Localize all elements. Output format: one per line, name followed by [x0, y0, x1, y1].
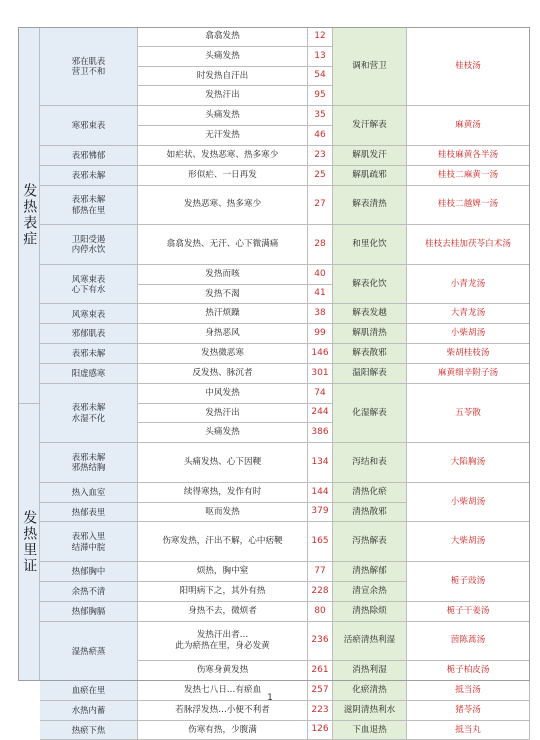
symptom-cell: 发热不渴	[138, 285, 308, 305]
symptom-cell: 反发热、脉沉者	[138, 364, 308, 384]
formula-cell: 大陷胸汤	[407, 443, 530, 483]
clause-number: 13	[308, 47, 333, 67]
symptom-cell: 身热不去，微烦者	[138, 602, 308, 622]
clause-number: 74	[308, 384, 333, 404]
symptom-cell: 形似疟、一日再发	[138, 166, 308, 186]
symptom-cell: 热汗烦躁	[138, 304, 308, 324]
symptom-cell: 伤寒有热，少腹满	[138, 721, 308, 740]
mechanism-cell: 表邪未解 邪热结胸	[40, 443, 138, 483]
symptom-cell: 中风发热	[138, 384, 308, 404]
formula-cell: 五苓散	[407, 384, 530, 443]
symptom-cell: 呕而发热	[138, 503, 308, 523]
clause-number: 386	[308, 423, 333, 443]
formula-cell: 桂枝汤	[407, 27, 530, 106]
mechanism-cell: 水热内蓄	[40, 701, 138, 721]
symptom-cell: 头痛发热	[138, 47, 308, 67]
mechanism-cell: 血瘀在里	[40, 681, 138, 701]
clause-number: 12	[308, 27, 333, 47]
formula-cell: 桂枝二麻黄一汤	[407, 166, 530, 186]
mechanism-cell: 邪郁肌表	[40, 324, 138, 344]
clause-number: 244	[308, 404, 333, 424]
symptom-cell: 头痛发热	[138, 106, 308, 126]
method-cell: 下血退热	[333, 721, 407, 740]
symptom-cell: 身热恶风	[138, 324, 308, 344]
method-cell: 解表清热	[333, 186, 407, 226]
method-cell: 和里化饮	[333, 225, 407, 265]
clause-number: 165	[308, 522, 333, 562]
clause-number: 144	[308, 483, 333, 503]
formula-cell: 猪苓汤	[407, 701, 530, 721]
method-cell: 清宣余热	[333, 582, 407, 602]
clause-number: 236	[308, 622, 333, 662]
clause-number: 41	[308, 285, 333, 305]
formula-cell: 栀子豉汤	[407, 562, 530, 602]
method-cell: 清热解郁	[333, 562, 407, 582]
clause-number: 38	[308, 304, 333, 324]
method-cell: 清热除烦	[333, 602, 407, 622]
symptom-cell: 伤寒发热，汗出不解，心中痞鞕	[138, 522, 308, 562]
clause-number: 80	[308, 602, 333, 622]
method-cell: 泻结和表	[333, 443, 407, 483]
method-cell: 解表发越	[333, 304, 407, 324]
symptom-cell: 发热恶寒、热多寒少	[138, 186, 308, 226]
method-cell: 解表化饮	[333, 265, 407, 305]
symptom-cell: 发热汗出	[138, 404, 308, 424]
clause-number: 35	[308, 106, 333, 126]
formula-cell: 大青龙汤	[407, 304, 530, 324]
formula-cell: 小柴胡汤	[407, 324, 530, 344]
clause-number: 223	[308, 701, 333, 721]
mechanism-cell: 余热不清	[40, 582, 138, 602]
method-cell: 清热化瘀	[333, 483, 407, 503]
formula-cell: 麻黄细辛附子汤	[407, 364, 530, 384]
clause-number: 95	[308, 86, 333, 106]
symptom-cell: 续得寒热，发作有时	[138, 483, 308, 503]
mechanism-cell: 热郁胸膈	[40, 602, 138, 622]
method-cell: 解肌发汗	[333, 146, 407, 166]
mechanism-cell: 卫阳受遏 内停水饮	[40, 225, 138, 265]
method-cell: 化湿解表	[333, 384, 407, 443]
method-cell: 活瘀清热利湿	[333, 622, 407, 662]
mechanism-cell: 风寒束表 心下有水	[40, 265, 138, 305]
formula-table	[18, 27, 530, 735]
method-cell: 清热散邪	[333, 503, 407, 523]
symptom-cell: 无汗发热	[138, 126, 308, 146]
symptom-cell: 烦热，胸中窒	[138, 562, 308, 582]
section-label: 发热里证	[18, 404, 40, 681]
mechanism-cell: 风寒束表	[40, 304, 138, 324]
mechanism-cell: 热入血室	[40, 483, 138, 503]
clause-number: 28	[308, 225, 333, 265]
symptom-cell: 如疟状、发热恶寒、热多寒少	[138, 146, 308, 166]
mechanism-cell: 热郁胸中	[40, 562, 138, 582]
symptom-cell: 发热而咳	[138, 265, 308, 285]
clause-number: 228	[308, 582, 333, 602]
method-cell: 解肌清热	[333, 324, 407, 344]
symptom-cell: 发热七八日…有瘀血	[138, 681, 308, 701]
mechanism-cell: 热郁表里	[40, 503, 138, 523]
symptom-cell: 发热汗出者… 此为瘀热在里，身必发黄	[138, 622, 308, 662]
formula-cell: 桂枝去桂加茯苓白术汤	[407, 225, 530, 265]
mechanism-cell: 表邪未解	[40, 344, 138, 364]
mechanism-cell: 阳虚感寒	[40, 364, 138, 384]
clause-number: 126	[308, 721, 333, 740]
clause-number: 54	[308, 67, 333, 87]
mechanism-cell: 表邪未解 郁热在里	[40, 186, 138, 226]
formula-cell: 栀子柏皮汤	[407, 661, 530, 681]
formula-cell: 抵当汤	[407, 681, 530, 701]
mechanism-cell: 表邪未解	[40, 166, 138, 186]
clause-number: 99	[308, 324, 333, 344]
symptom-cell: 翕翕发热	[138, 27, 308, 47]
method-cell: 解肌疏邪	[333, 166, 407, 186]
formula-cell: 桂枝二越婢一汤	[407, 186, 530, 226]
symptom-cell: 伤寒身黄发热	[138, 661, 308, 681]
formula-cell: 抵当丸	[407, 721, 530, 740]
formula-cell: 茵陈蒿汤	[407, 622, 530, 662]
formula-cell: 柴胡桂枝汤	[407, 344, 530, 364]
formula-cell: 小青龙汤	[407, 265, 530, 305]
symptom-cell: 若脉浮发热…小便不利者	[138, 701, 308, 721]
mechanism-cell: 寒邪束表	[40, 106, 138, 146]
page-number: 1	[267, 693, 273, 703]
formula-cell: 桂枝麻黄各半汤	[407, 146, 530, 166]
symptom-cell: 头痛发热	[138, 423, 308, 443]
clause-number: 23	[308, 146, 333, 166]
method-cell: 调和营卫	[333, 27, 407, 106]
formula-cell: 大柴胡汤	[407, 522, 530, 562]
mechanism-cell: 邪在肌表 营卫不和	[40, 27, 138, 106]
method-cell: 发汗解表	[333, 106, 407, 146]
symptom-cell: 阳明病下之，其外有热	[138, 582, 308, 602]
clause-number: 379	[308, 503, 333, 523]
clause-number: 25	[308, 166, 333, 186]
method-cell: 滋阴清热利水	[333, 701, 407, 721]
symptom-cell: 发热汗出	[138, 86, 308, 106]
mechanism-cell: 表邪怫郁	[40, 146, 138, 166]
formula-cell: 麻黄汤	[407, 106, 530, 146]
clause-number: 40	[308, 265, 333, 285]
symptom-cell: 翕翕发热、无汗、心下微满痛	[138, 225, 308, 265]
clause-number: 27	[308, 186, 333, 226]
clause-number: 134	[308, 443, 333, 483]
clause-number: 46	[308, 126, 333, 146]
formula-cell: 栀子干姜汤	[407, 602, 530, 622]
method-cell: 泻热解表	[333, 522, 407, 562]
section-label: 发热表症	[18, 27, 40, 404]
mechanism-cell: 表邪未解 水湿不化	[40, 384, 138, 443]
clause-number: 146	[308, 344, 333, 364]
clause-number: 257	[308, 681, 333, 701]
symptom-cell: 头痛发热、心下因鞕	[138, 443, 308, 483]
symptom-cell: 发热微恶寒	[138, 344, 308, 364]
mechanism-cell: 湿热瘀蒸	[40, 622, 138, 681]
clause-number: 77	[308, 562, 333, 582]
method-cell: 消热利湿	[333, 661, 407, 681]
mechanism-cell: 表邪入里 结滞中脘	[40, 522, 138, 562]
method-cell: 解表散邪	[333, 344, 407, 364]
formula-cell: 小柴胡汤	[407, 483, 530, 523]
clause-number: 301	[308, 364, 333, 384]
method-cell: 温阳解表	[333, 364, 407, 384]
method-cell: 化瘀清热	[333, 681, 407, 701]
mechanism-cell: 热瘀下焦	[40, 721, 138, 740]
symptom-cell: 时发热自汗出	[138, 67, 308, 87]
clause-number: 261	[308, 661, 333, 681]
